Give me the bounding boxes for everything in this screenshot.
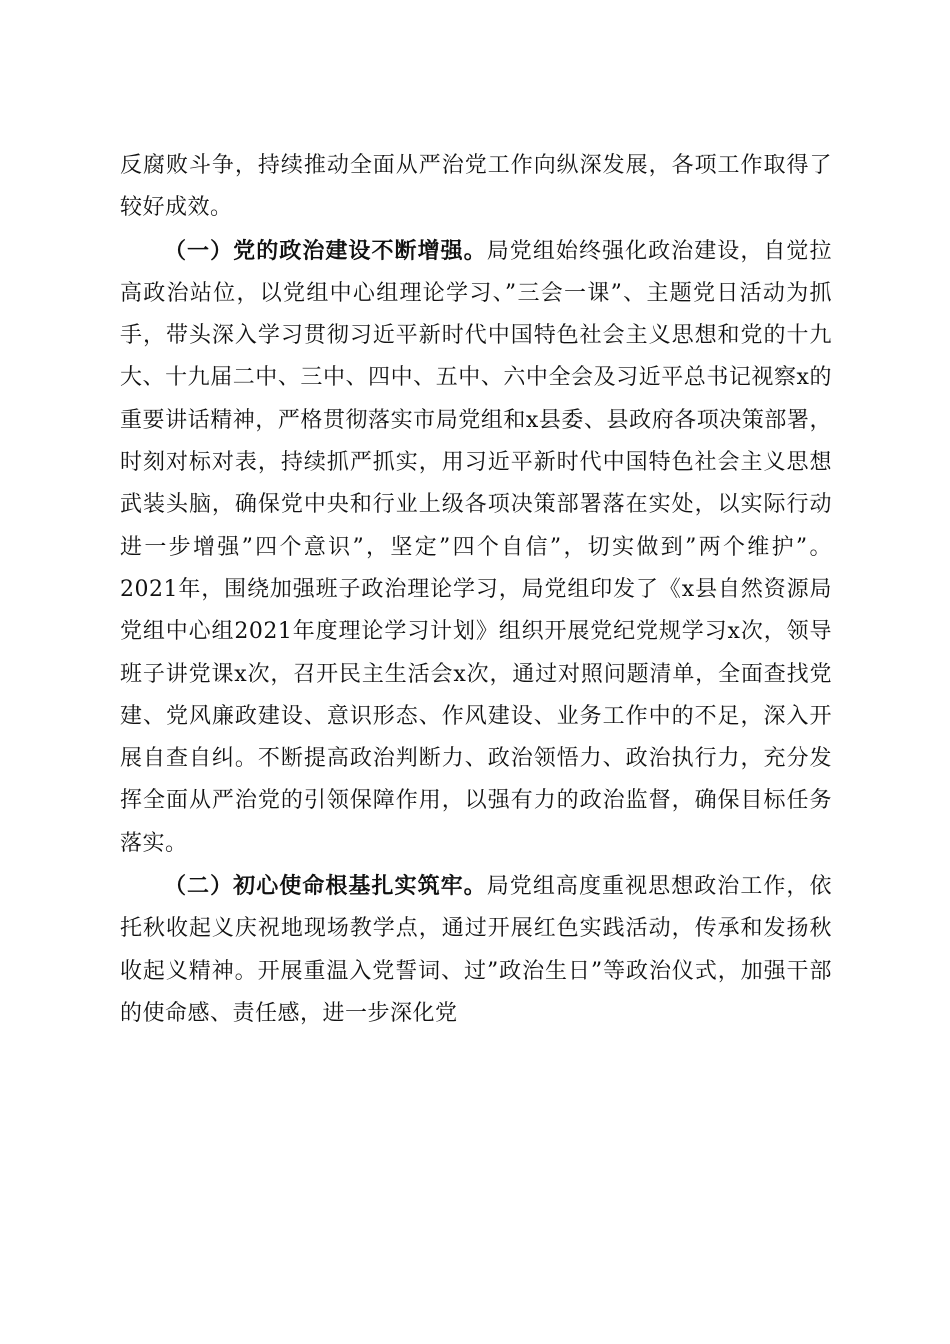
document-body (120, 145, 832, 1035)
paragraph-section-2 (120, 865, 832, 1035)
paragraph-continuation (120, 145, 832, 230)
section-1-body: 局党组始终强化政治建设，自觉拉高政治站位，以党组中心组理论学习、”三会一课”、主题党日活动为抓手，带头深入学习贯彻习近平新时代中国特色社会主义思想和党的十九大、十九届二中、三中、四中、五中、六中全会及习近平总书记视察x的重要讲话精神，严格贯彻落实市局党组和x县委、县政府各项决策部署，时刻对标对表，持续抓严抓实，用习近平新时代中国特色社会主义思想武装头脑，确保党中央和行业上级各项决策部署落在实处，以实际行动进一步增强”四个意识”，坚定”四个自信”，切实做到”两个维护”。2021年，围绕加强班子政治理论学习，局党组印发了《x县自然资源局党组中心组2021年度理论学习计划》组织开展党纪党规学习x次，领导班子讲党课x次，召开民主生活会x次，通过对照问题清单，全面查找党建、党风廉政建设、意识形态、作风建设、业务工作中的不足，深入开展自查自纠。不断提高政治判断力、政治领悟力、政治执行力，充分发挥全面从严治党的引领保障作用，以强有力的政治监督，确保目标任务落实。 (120, 238, 833, 856)
section-2-body: 局党组高度重视思想政治工作，依托秋收起义庆祝地现场教学点，通过开展红色实践活动，传承和发扬秋收起义精神。开展重温入党誓词、过”政治生日”等政治仪式，加强干部的使命感、责任感，进一步深化党 (120, 874, 832, 1026)
section-1-heading: （一）党的政治建设不断增强。 (164, 237, 487, 264)
paragraph-section-1 (120, 230, 832, 865)
paragraph-1-body: 反腐败斗争，持续推动全面从严治党工作向纵深发展，各项工作取得了较好成效。 (120, 153, 832, 221)
section-2-heading: （二）初心使命根基扎实筑牢。 (164, 873, 487, 900)
